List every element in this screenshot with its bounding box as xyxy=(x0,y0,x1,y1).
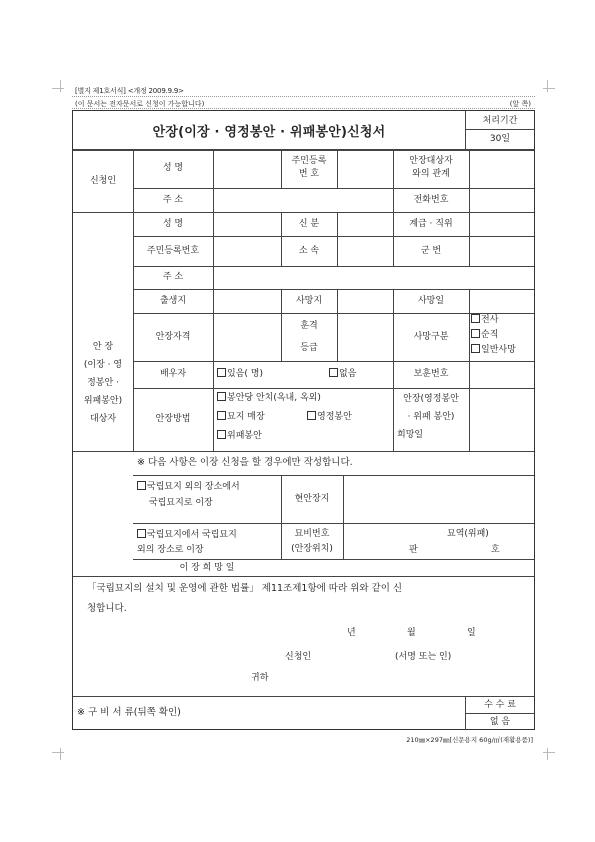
rule xyxy=(465,713,535,714)
death-date-label: 사망일 xyxy=(417,296,445,306)
rank-label: 계급 · 직위 xyxy=(409,219,453,229)
spouse-yes-option[interactable] xyxy=(217,368,263,380)
applicant-phone-label: 전화번호 xyxy=(413,195,449,205)
print-side: (앞 쪽) xyxy=(509,100,531,108)
unit-label: 소 속 xyxy=(298,246,320,256)
method-text: 위패봉안 xyxy=(227,431,262,441)
required-documents-label: ※ 구 비 서 류(뒤쪽 확인) xyxy=(77,707,181,718)
qualification-label: 안장자격 xyxy=(155,332,191,342)
checkbox[interactable] xyxy=(217,368,226,377)
checkbox[interactable] xyxy=(471,314,480,323)
relocation-option-2[interactable] xyxy=(137,529,237,541)
rule xyxy=(469,388,470,451)
rule xyxy=(133,236,534,237)
rule xyxy=(133,266,534,267)
rule xyxy=(469,212,470,266)
crop-mark xyxy=(60,748,61,760)
rule xyxy=(133,559,534,560)
checkbox[interactable] xyxy=(137,529,146,538)
divider xyxy=(72,96,535,97)
subject-name-label: 성 명 xyxy=(162,219,184,229)
method-text: 봉안당 안치(옥내, 옥외) xyxy=(227,393,321,403)
crop-mark xyxy=(52,752,64,753)
addressee-label: 귀하 xyxy=(251,673,269,683)
relocation-option-text: 국립묘지에서 국립묘지 xyxy=(147,530,237,540)
death-type-text: 전사 xyxy=(481,315,499,325)
electronic-note: (이 문서는 전자문서로 신청이 가능합니다) xyxy=(75,100,205,108)
page-title: 안장(이장 · 영정봉안 · 위패봉안)신청서 xyxy=(152,125,386,140)
subject-section-label: 안 장 xyxy=(92,342,114,352)
checkbox[interactable] xyxy=(471,344,480,353)
death-type-text: 일반사망 xyxy=(481,345,516,355)
rule xyxy=(337,149,338,188)
relocation-option-text: 국립묘지로 이장 xyxy=(149,498,213,508)
relocation-date-label: 이 장 희 망 일 xyxy=(179,563,235,573)
method-label: 안장방법 xyxy=(155,414,191,424)
merit-label: 훈격 xyxy=(300,321,318,331)
checkbox[interactable] xyxy=(217,430,226,439)
rule xyxy=(337,212,338,266)
relocation-option-text: 국립묘지 외의 장소에서 xyxy=(147,482,240,492)
checkbox[interactable] xyxy=(307,411,316,420)
wish-date-label: · 위패 봉안) xyxy=(407,412,455,422)
date-year-label: 년 xyxy=(347,628,356,638)
application-form xyxy=(72,110,535,730)
spouse-label: 배우자 xyxy=(159,369,187,379)
death-type-option[interactable] xyxy=(471,329,498,341)
relocation-option-text: 외의 장소로 이장 xyxy=(137,545,204,555)
fee-label: 수 수 료 xyxy=(484,700,516,710)
checkbox[interactable] xyxy=(217,411,226,420)
rule xyxy=(133,388,534,389)
rule xyxy=(73,451,534,452)
crop-mark xyxy=(543,752,555,753)
signature-label: (서명 또는 인) xyxy=(395,652,452,662)
subject-section-label: 대상자 xyxy=(89,414,117,424)
rule xyxy=(213,212,214,266)
subject-id-label: 주민등록번호 xyxy=(146,246,200,256)
method-option[interactable] xyxy=(217,392,321,404)
death-type-text: 순직 xyxy=(481,330,499,340)
method-option[interactable] xyxy=(217,430,262,442)
paper-spec: 210㎜×297㎜[신문용지 60g/㎡(재활용품)] xyxy=(406,736,533,744)
rule xyxy=(465,129,535,130)
death-type-option[interactable] xyxy=(471,344,516,356)
rule xyxy=(133,361,534,362)
method-text: 묘지 매장 xyxy=(227,412,265,422)
relocation-option-1[interactable] xyxy=(137,481,240,493)
birthplace-label: 출생지 xyxy=(159,296,187,306)
applicant-id-label: 주민등록 xyxy=(291,156,327,166)
subject-section-label: 위패봉안) xyxy=(83,396,123,406)
subject-section-label: (이장 · 영 xyxy=(83,360,123,370)
applicant-name-label: 성 명 xyxy=(162,163,184,173)
rule xyxy=(213,188,214,212)
rule xyxy=(469,149,470,188)
grave-section-label: 묘역(위패) xyxy=(447,529,489,539)
merit-label: 등급 xyxy=(300,343,318,353)
relation-label: 안장대상자 xyxy=(409,156,453,166)
rule xyxy=(343,475,344,559)
subject-address-label: 주 소 xyxy=(162,272,184,282)
checkbox[interactable] xyxy=(217,392,226,401)
death-type-option[interactable] xyxy=(471,314,498,326)
death-type-label: 사망구분 xyxy=(413,332,449,342)
rule xyxy=(133,289,534,290)
rule xyxy=(213,266,214,289)
rule xyxy=(469,188,470,212)
applicant-sign-label: 신청인 xyxy=(285,652,312,662)
crop-mark xyxy=(52,88,64,89)
method-option[interactable] xyxy=(307,411,352,423)
rule xyxy=(73,576,534,577)
rule xyxy=(213,149,214,188)
service-number-label: 군 번 xyxy=(420,246,442,256)
grave-section-end: 호 xyxy=(491,545,500,555)
rule xyxy=(469,361,470,388)
crop-mark xyxy=(60,80,61,92)
form-number: [별지 제1호서식] <개정 2009.9.9> xyxy=(75,87,184,95)
applicant-address-label: 주 소 xyxy=(162,195,184,205)
crop-mark xyxy=(543,88,555,89)
current-site-label: 현안장지 xyxy=(294,494,330,504)
checkbox[interactable] xyxy=(329,368,338,377)
rule xyxy=(469,289,470,361)
death-place-label: 사망지 xyxy=(295,296,323,306)
wish-date-label: 안장(영정봉안 xyxy=(403,394,459,404)
processing-period-value: 30일 xyxy=(489,134,511,144)
relocation-notice: ※ 다음 사항은 이장 신청을 할 경우에만 작성합니다. xyxy=(137,457,353,468)
subject-section-label: 정봉안 · xyxy=(87,378,119,388)
rule xyxy=(133,523,534,524)
checkbox[interactable] xyxy=(137,481,146,490)
rule xyxy=(73,149,534,151)
method-text: 영정봉안 xyxy=(317,412,352,422)
applicant-section-label: 신청인 xyxy=(89,176,117,186)
declaration-text: 「국립묘지의 설치 및 운영에 관한 법률」 제11조제1항에 따라 위와 같이 신 xyxy=(87,583,403,594)
rule xyxy=(133,188,534,189)
spouse-yes-text: 있음( 명) xyxy=(227,369,263,379)
crop-mark xyxy=(547,80,548,92)
grave-section-mid: 판 xyxy=(409,545,418,555)
date-day-label: 일 xyxy=(467,628,476,638)
status-label: 신 분 xyxy=(298,219,320,229)
checkbox[interactable] xyxy=(471,329,480,338)
grave-number-label: (안장위치) xyxy=(291,544,333,554)
crop-mark xyxy=(547,748,548,760)
date-month-label: 월 xyxy=(407,628,416,638)
applicant-id-label: 번 호 xyxy=(298,169,320,179)
veteran-number-label: 보훈번호 xyxy=(413,369,449,379)
declaration-text: 청합니다. xyxy=(87,603,127,614)
wish-date-label: 희망일 xyxy=(397,430,424,440)
method-option[interactable] xyxy=(217,411,265,423)
grave-number-label: 묘비번호 xyxy=(294,529,330,539)
spouse-no-option[interactable] xyxy=(329,368,356,380)
rule xyxy=(133,475,534,476)
rule xyxy=(213,289,214,451)
rule xyxy=(73,212,534,213)
rule xyxy=(337,289,338,361)
divider xyxy=(72,108,535,109)
processing-period-label: 처리기간 xyxy=(482,116,518,126)
fee-value: 없 음 xyxy=(489,717,511,727)
spouse-no-text: 없음 xyxy=(339,369,357,379)
relation-label: 와의 관계 xyxy=(412,169,450,179)
